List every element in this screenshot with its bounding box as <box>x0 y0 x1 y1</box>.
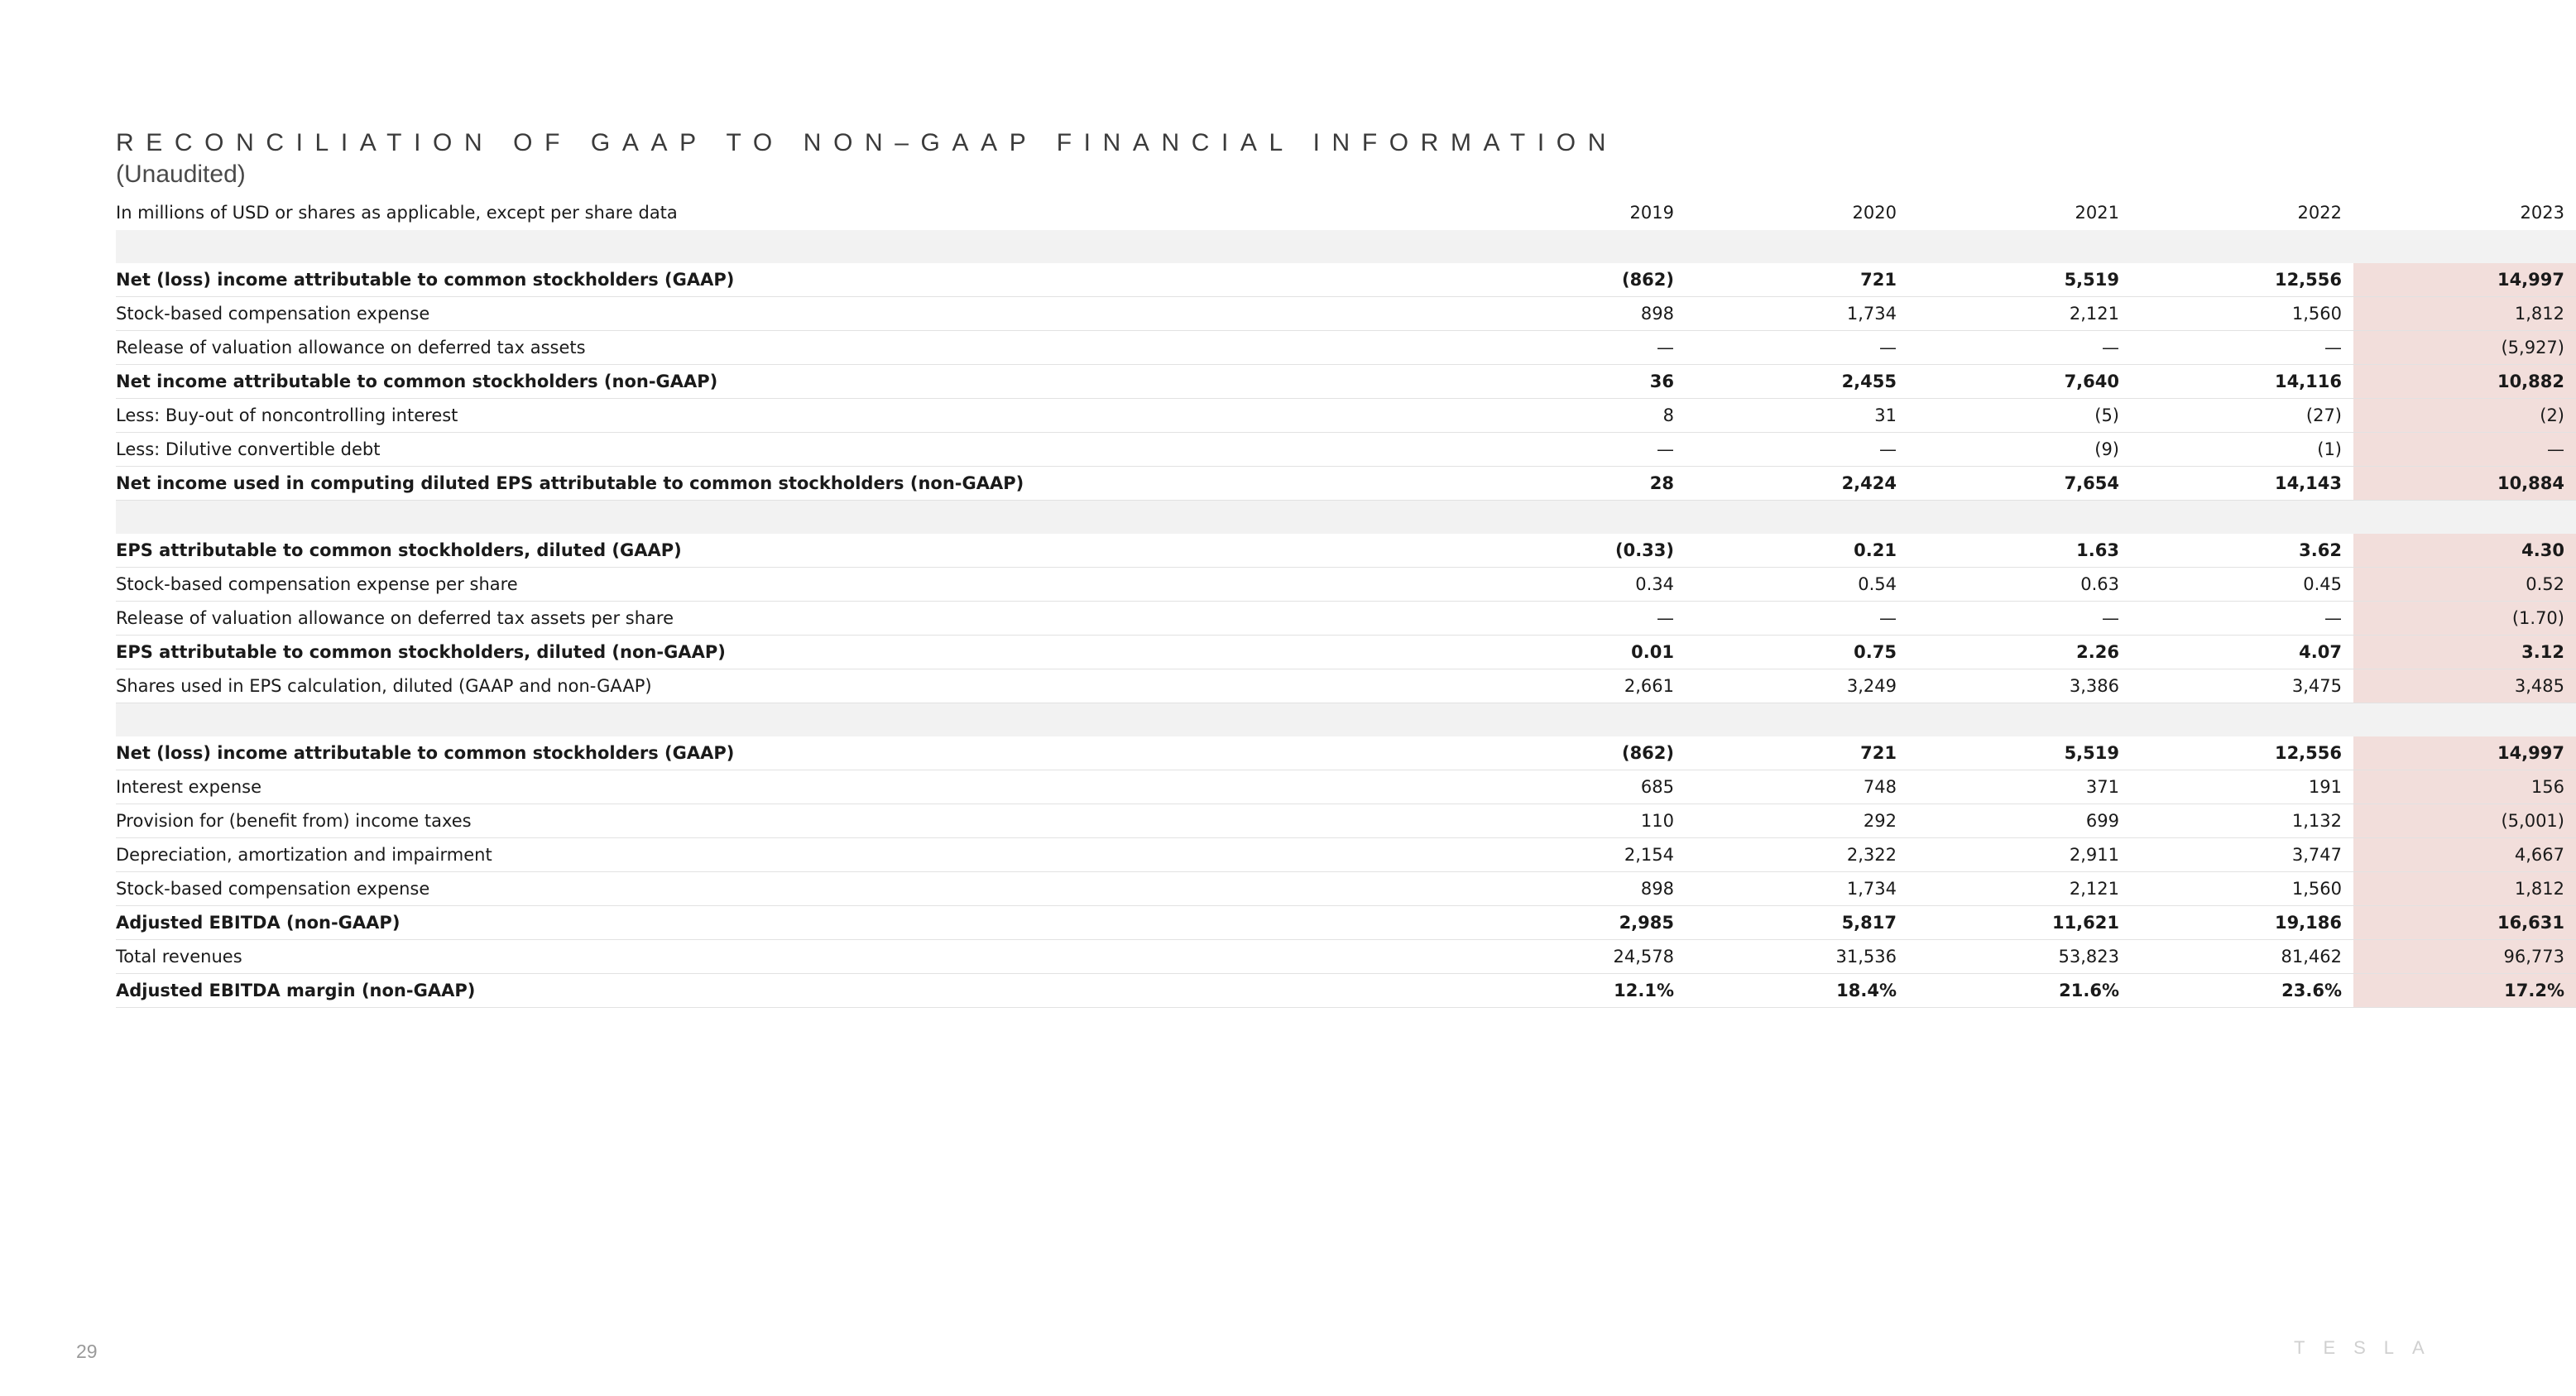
value-cell: 14,143 <box>2131 467 2353 501</box>
value-cell: 0.34 <box>1508 568 1686 602</box>
table-row <box>116 399 2576 433</box>
table-row <box>116 872 2576 906</box>
table-row <box>116 906 2576 940</box>
value-cell: 7,654 <box>1908 467 2131 501</box>
table-row <box>116 804 2576 838</box>
value-cell: 12,556 <box>2131 736 2353 770</box>
spacer-cell <box>1508 230 1686 263</box>
value-cell: 2,154 <box>1508 838 1686 872</box>
value-cell: 1,132 <box>2131 804 2353 838</box>
row-label: Adjusted EBITDA margin (non-GAAP) <box>116 974 1508 1008</box>
table-row <box>116 568 2576 602</box>
value-cell-highlighted: 1,812 <box>2353 297 2576 331</box>
value-cell-highlighted: 1,812 <box>2353 872 2576 906</box>
reconciliation-table <box>116 195 2576 1008</box>
table-header-row <box>116 195 2576 230</box>
value-cell-highlighted: (2) <box>2353 399 2576 433</box>
value-cell: — <box>1686 331 1908 365</box>
value-cell: 898 <box>1508 297 1686 331</box>
spacer-cell <box>1908 501 2131 535</box>
value-cell: 5,817 <box>1686 906 1908 940</box>
row-label: EPS attributable to common stockholders, diluted (GAAP) <box>116 534 1508 568</box>
row-label: Release of valuation allowance on deferred tax assets per share <box>116 602 1508 636</box>
value-cell: 0.75 <box>1686 636 1908 669</box>
value-cell-highlighted: 10,884 <box>2353 467 2576 501</box>
value-cell: 2,322 <box>1686 838 1908 872</box>
value-cell: 2,911 <box>1908 838 2131 872</box>
row-label: Total revenues <box>116 940 1508 974</box>
value-cell-highlighted: 16,631 <box>2353 906 2576 940</box>
row-label: Release of valuation allowance on deferred tax assets <box>116 331 1508 365</box>
value-cell: 5,519 <box>1908 263 2131 297</box>
row-label: Provision for (benefit from) income taxes <box>116 804 1508 838</box>
value-cell-highlighted: (5,001) <box>2353 804 2576 838</box>
spacer-cell <box>1686 501 1908 535</box>
value-cell-highlighted: 3.12 <box>2353 636 2576 669</box>
units-label: In millions of USD or shares as applicable, except per share data <box>116 203 678 223</box>
value-cell: (862) <box>1508 263 1686 297</box>
table-row <box>116 838 2576 872</box>
value-cell: 3,475 <box>2131 669 2353 703</box>
value-cell: 1.63 <box>1908 534 2131 568</box>
value-cell-highlighted: — <box>2353 433 2576 467</box>
value-cell: 31 <box>1686 399 1908 433</box>
value-cell-highlighted: 156 <box>2353 770 2576 804</box>
page-subtitle: (Unaudited) <box>116 161 246 188</box>
value-cell-highlighted: 10,882 <box>2353 365 2576 399</box>
value-cell: 1,734 <box>1686 297 1908 331</box>
value-cell: — <box>1686 602 1908 636</box>
value-cell: — <box>1908 602 2131 636</box>
value-cell: 0.45 <box>2131 568 2353 602</box>
value-cell: 28 <box>1508 467 1686 501</box>
value-cell: 371 <box>1908 770 2131 804</box>
value-cell: 4.07 <box>2131 636 2353 669</box>
value-cell: 748 <box>1686 770 1908 804</box>
table-row <box>116 974 2576 1008</box>
value-cell: 898 <box>1508 872 1686 906</box>
value-cell: — <box>1908 331 2131 365</box>
value-cell: 3.62 <box>2131 534 2353 568</box>
spacer-cell <box>2353 230 2576 263</box>
spacer-cell <box>116 230 1508 263</box>
row-label: Less: Buy-out of noncontrolling interest <box>116 399 1508 433</box>
table-row <box>116 602 2576 636</box>
value-cell: 2,424 <box>1686 467 1908 501</box>
value-cell: 1,560 <box>2131 872 2353 906</box>
row-label: Less: Dilutive convertible debt <box>116 433 1508 467</box>
year-header: 2023 <box>2520 203 2564 223</box>
table-row <box>116 940 2576 974</box>
value-cell: 721 <box>1686 263 1908 297</box>
table-row <box>116 534 2576 568</box>
value-cell: (9) <box>1908 433 2131 467</box>
value-cell: 18.4% <box>1686 974 1908 1008</box>
value-cell: 0.21 <box>1686 534 1908 568</box>
spacer-cell <box>116 501 1508 535</box>
value-cell: 292 <box>1686 804 1908 838</box>
table-row <box>116 263 2576 297</box>
table-row <box>116 297 2576 331</box>
value-cell: 685 <box>1508 770 1686 804</box>
spacer-cell <box>1508 703 1686 737</box>
page-title: RECONCILIATION OF GAAP TO NON–GAAP FINANCIAL INFORMATION <box>116 129 1618 156</box>
value-cell: 21.6% <box>1908 974 2131 1008</box>
value-cell-highlighted: 14,997 <box>2353 736 2576 770</box>
value-cell: — <box>2131 602 2353 636</box>
year-header: 2021 <box>2075 203 2119 223</box>
value-cell: 23.6% <box>2131 974 2353 1008</box>
value-cell: 81,462 <box>2131 940 2353 974</box>
spacer-cell <box>1508 501 1686 535</box>
row-label: Stock-based compensation expense <box>116 297 1508 331</box>
value-cell-highlighted: 96,773 <box>2353 940 2576 974</box>
value-cell-highlighted: 3,485 <box>2353 669 2576 703</box>
value-cell: 5,519 <box>1908 736 2131 770</box>
table-row <box>116 770 2576 804</box>
value-cell: — <box>1508 331 1686 365</box>
value-cell: 12.1% <box>1508 974 1686 1008</box>
value-cell: — <box>1508 602 1686 636</box>
table-row <box>116 331 2576 365</box>
table-row <box>116 467 2576 501</box>
value-cell: 14,116 <box>2131 365 2353 399</box>
value-cell-highlighted: 0.52 <box>2353 568 2576 602</box>
value-cell: 2.26 <box>1908 636 2131 669</box>
value-cell: 110 <box>1508 804 1686 838</box>
value-cell: (27) <box>2131 399 2353 433</box>
value-cell: 0.01 <box>1508 636 1686 669</box>
spacer-cell <box>2131 703 2353 737</box>
value-cell: 24,578 <box>1508 940 1686 974</box>
value-cell-highlighted: (1.70) <box>2353 602 2576 636</box>
value-cell: 3,249 <box>1686 669 1908 703</box>
value-cell-highlighted: 14,997 <box>2353 263 2576 297</box>
spacer-cell <box>1686 703 1908 737</box>
page-number: 29 <box>76 1341 98 1362</box>
value-cell: 1,560 <box>2131 297 2353 331</box>
spacer-cell <box>1908 230 2131 263</box>
row-label: Interest expense <box>116 770 1508 804</box>
value-cell: (862) <box>1508 736 1686 770</box>
spacer-cell <box>2353 501 2576 535</box>
spacer-cell <box>1686 230 1908 263</box>
table-row <box>116 365 2576 399</box>
value-cell: 36 <box>1508 365 1686 399</box>
value-cell: — <box>2131 331 2353 365</box>
value-cell: 31,536 <box>1686 940 1908 974</box>
value-cell: 53,823 <box>1908 940 2131 974</box>
row-label: Net income used in computing diluted EPS attributable to common stockholders (non-GAAP) <box>116 467 1508 501</box>
section-spacer-row <box>116 703 2576 737</box>
table-row <box>116 636 2576 669</box>
spacer-cell <box>1908 703 2131 737</box>
row-label: Net (loss) income attributable to common stockholders (GAAP) <box>116 736 1508 770</box>
value-cell: 0.63 <box>1908 568 2131 602</box>
value-cell: 721 <box>1686 736 1908 770</box>
value-cell: 3,747 <box>2131 838 2353 872</box>
table-row <box>116 433 2576 467</box>
table-row <box>116 736 2576 770</box>
value-cell: 2,121 <box>1908 872 2131 906</box>
spacer-cell <box>2131 230 2353 263</box>
value-cell-highlighted: 4.30 <box>2353 534 2576 568</box>
row-label: Depreciation, amortization and impairment <box>116 838 1508 872</box>
value-cell-highlighted: (5,927) <box>2353 331 2576 365</box>
value-cell: 11,621 <box>1908 906 2131 940</box>
year-header: 2020 <box>1852 203 1897 223</box>
value-cell: 699 <box>1908 804 2131 838</box>
value-cell: 2,455 <box>1686 365 1908 399</box>
value-cell: — <box>1686 433 1908 467</box>
value-cell-highlighted: 4,667 <box>2353 838 2576 872</box>
value-cell-highlighted: 17.2% <box>2353 974 2576 1008</box>
row-label: Stock-based compensation expense <box>116 872 1508 906</box>
value-cell: 2,121 <box>1908 297 2131 331</box>
row-label: Stock-based compensation expense per share <box>116 568 1508 602</box>
value-cell: 19,186 <box>2131 906 2353 940</box>
value-cell: 3,386 <box>1908 669 2131 703</box>
value-cell: 1,734 <box>1686 872 1908 906</box>
value-cell: 191 <box>2131 770 2353 804</box>
row-label: Net income attributable to common stockholders (non-GAAP) <box>116 365 1508 399</box>
value-cell: (1) <box>2131 433 2353 467</box>
value-cell: 0.54 <box>1686 568 1908 602</box>
value-cell: 8 <box>1508 399 1686 433</box>
value-cell: 2,661 <box>1508 669 1686 703</box>
value-cell: (5) <box>1908 399 2131 433</box>
spacer-cell <box>116 703 1508 737</box>
year-header: 2022 <box>2297 203 2342 223</box>
spacer-cell <box>2353 703 2576 737</box>
table-row <box>116 669 2576 703</box>
section-spacer-row <box>116 230 2576 263</box>
year-header: 2019 <box>1629 203 1674 223</box>
value-cell: (0.33) <box>1508 534 1686 568</box>
spacer-cell <box>2131 501 2353 535</box>
row-label: Adjusted EBITDA (non-GAAP) <box>116 906 1508 940</box>
tesla-logo-wordmark: TESLA <box>2294 1337 2443 1358</box>
value-cell: 12,556 <box>2131 263 2353 297</box>
value-cell: 2,985 <box>1508 906 1686 940</box>
value-cell: — <box>1508 433 1686 467</box>
section-spacer-row <box>116 501 2576 535</box>
row-label: Net (loss) income attributable to common stockholders (GAAP) <box>116 263 1508 297</box>
row-label: EPS attributable to common stockholders, diluted (non-GAAP) <box>116 636 1508 669</box>
row-label: Shares used in EPS calculation, diluted (GAAP and non-GAAP) <box>116 669 1508 703</box>
value-cell: 7,640 <box>1908 365 2131 399</box>
